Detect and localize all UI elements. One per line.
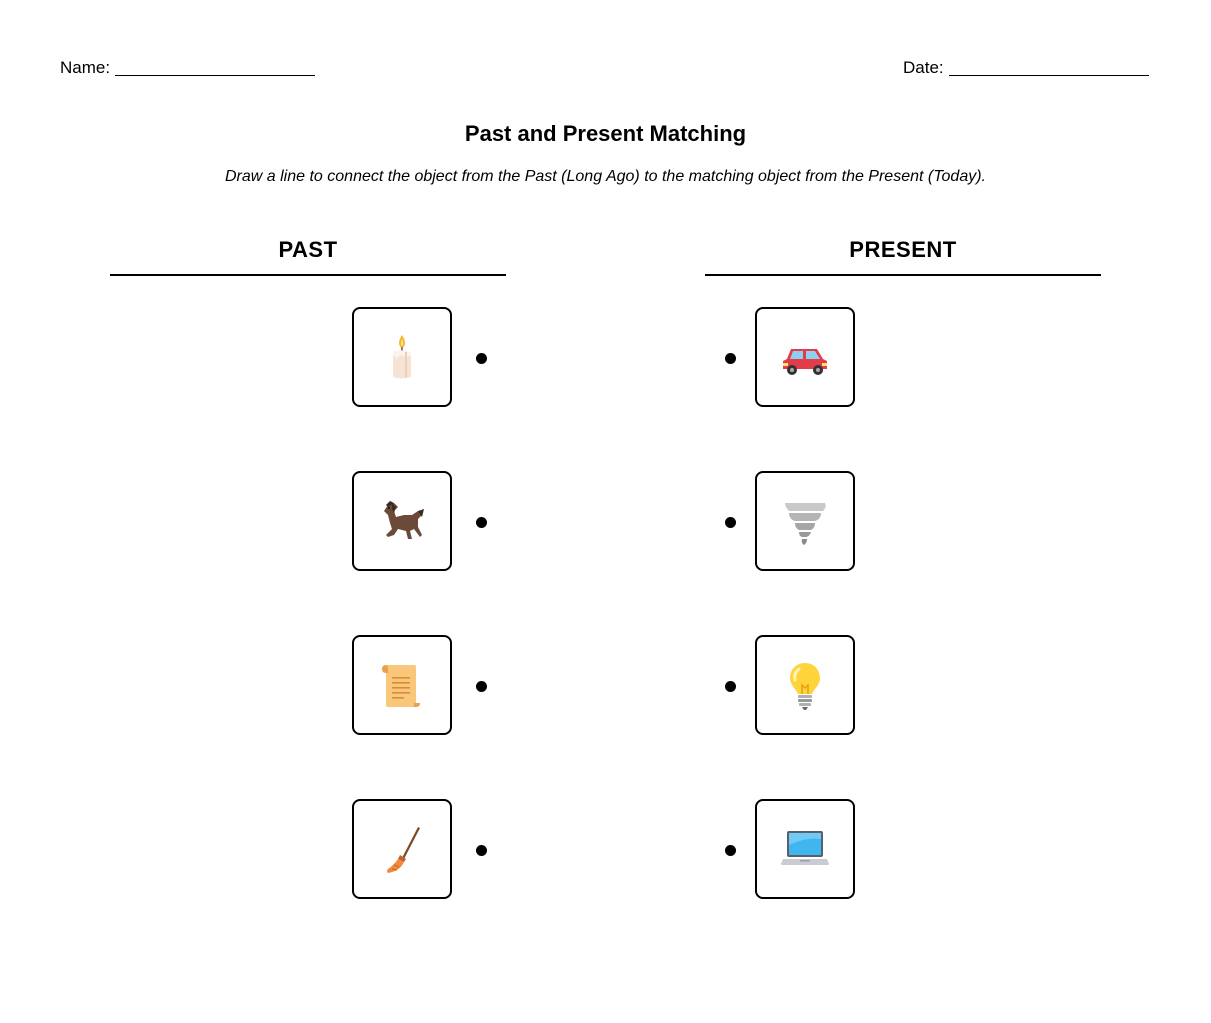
present-dot-1[interactable] <box>725 353 736 364</box>
past-item-horse <box>352 471 452 571</box>
present-dot-2[interactable] <box>725 517 736 528</box>
tornado-icon <box>777 493 833 549</box>
laptop-icon <box>777 821 833 877</box>
past-column-header: PAST <box>110 237 506 276</box>
past-dot-2[interactable] <box>476 517 487 528</box>
date-label: Date: <box>903 58 944 77</box>
present-item-tornado <box>755 471 855 571</box>
present-item-car <box>755 307 855 407</box>
past-dot-3[interactable] <box>476 681 487 692</box>
worksheet-title: Past and Present Matching <box>464 121 747 146</box>
past-dot-4[interactable] <box>476 845 487 856</box>
name-field <box>60 58 315 78</box>
present-column-header: PRESENT <box>705 237 1101 276</box>
present-item-laptop <box>755 799 855 899</box>
instructions: Draw a line to connect the object from the Past (Long Ago) to the matching object from the Present (Today). <box>225 168 986 185</box>
present-item-light-bulb <box>755 635 855 735</box>
candle-icon <box>374 329 430 385</box>
horse-icon <box>374 493 430 549</box>
scroll-icon <box>374 657 430 713</box>
name-label: Name: <box>60 58 111 77</box>
light-bulb-icon <box>777 657 833 713</box>
date-field <box>903 58 1149 78</box>
past-item-broom <box>352 799 452 899</box>
past-dot-1[interactable] <box>476 353 487 364</box>
past-item-candle <box>352 307 452 407</box>
date-blank-line[interactable] <box>949 59 1149 76</box>
present-dot-3[interactable] <box>725 681 736 692</box>
past-item-scroll <box>352 635 452 735</box>
car-icon <box>777 329 833 385</box>
broom-icon <box>374 821 430 877</box>
name-blank-line[interactable] <box>115 59 315 76</box>
present-dot-4[interactable] <box>725 845 736 856</box>
